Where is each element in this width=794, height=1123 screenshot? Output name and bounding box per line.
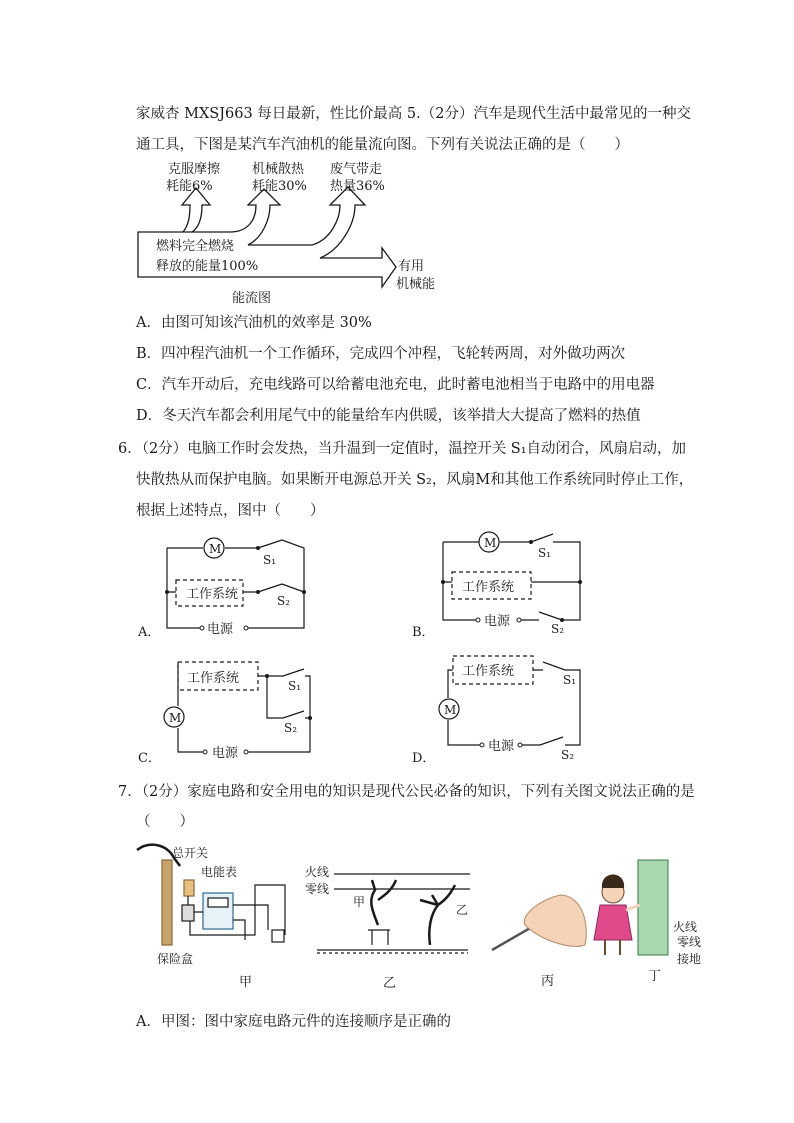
q6-stem-line1: 6．（2分）电脑工作时会发热，当升温到一定值时，温控开关 S₁自动闭合，风扇启动，加 xyxy=(118,441,687,457)
fig-yi-person-yi: 乙 xyxy=(456,903,469,917)
fig-jia-main-switch: 总开关 xyxy=(172,846,209,860)
fig-yi-person-jia: 甲 xyxy=(353,895,366,909)
q5-option-b: B．四冲程汽油机一个工作循环，完成四个冲程，飞轮转两周，对外做功两次 xyxy=(136,346,626,362)
circuit-c xyxy=(164,662,310,752)
fig-fuel-1: 燃料完全燃烧 xyxy=(156,239,235,254)
circuit-d-s2: S₂ xyxy=(561,748,575,762)
fig-caption: 能流图 xyxy=(232,291,272,306)
fig-exhaust-2: 热量36% xyxy=(330,179,385,194)
q5-option-a: A．由图可知该汽油机的效率是 30% xyxy=(136,315,372,331)
circuit-b-s1: S₁ xyxy=(538,546,552,560)
fig-jia-meter: 电能表 xyxy=(201,865,238,879)
fig-caption-ding: 丁 xyxy=(648,969,662,984)
fig-ding-live-wire: 火线 xyxy=(673,920,698,934)
circuit-c-s2: S₂ xyxy=(284,721,298,735)
fig-heat-2: 耗能30% xyxy=(252,179,307,194)
q6-stem-line2: 快散热从而保护电脑。如果断开电源总开关 S₂，风扇M和其他工作系统同时停止工作， xyxy=(136,472,694,488)
circuit-c-motor: M xyxy=(169,711,182,725)
circuit-a-power: 电源 xyxy=(207,622,234,637)
figure-jia xyxy=(137,845,285,945)
fig-useful-1: 有用 xyxy=(398,259,425,274)
circuit-b-s2: S₂ xyxy=(551,622,565,636)
fig-caption-bing: 丙 xyxy=(541,974,555,989)
circuit-d-motor: M xyxy=(444,703,457,717)
q7-stem-line1: 7．（2分）家庭电路和安全用电的知识是现代公民必备的知识，下列有关图文说法正确的是 xyxy=(118,784,695,800)
fig-yi-neutral-wire: 零线 xyxy=(305,882,330,896)
q5-stem-line2: 通工具，下图是某汽车汽油机的能量流向图。下列有关说法正确的是（ ） xyxy=(136,137,629,153)
fig-caption-yi: 乙 xyxy=(383,976,397,991)
fig-yi-live-wire: 火线 xyxy=(305,865,330,879)
circuit-a-work-system: 工作系统 xyxy=(186,587,239,602)
circuit-c-label: C． xyxy=(138,751,161,766)
fig-heat-1: 机械散热 xyxy=(252,162,305,177)
q5-option-c: C．汽车开动后，充电线路可以给蓄电池充电，此时蓄电池相当于电路中的用电器 xyxy=(136,377,655,393)
circuit-a-label: A． xyxy=(138,625,161,640)
circuit-c-power: 电源 xyxy=(212,746,239,761)
circuit-d-label: D． xyxy=(412,751,436,766)
circuit-d-work-system: 工作系统 xyxy=(462,664,515,679)
fig-ding-neutral-wire: 零线 xyxy=(677,935,702,949)
fig-exhaust-1: 废气带走 xyxy=(330,162,383,177)
circuit-a-motor: M xyxy=(209,542,222,556)
circuit-d-s1: S₁ xyxy=(563,673,577,687)
circuit-c-s1: S₁ xyxy=(288,679,302,693)
q5-option-d: D．冬天汽车都会利用尾气中的能量给车内供暖，该举措大大提高了燃料的热值 xyxy=(136,408,641,424)
figure-ding xyxy=(594,860,668,955)
friction-arrow xyxy=(182,188,210,232)
circuit-c-work-system: 工作系统 xyxy=(187,671,240,686)
figure-yi xyxy=(317,874,470,953)
circuit-b-motor: M xyxy=(484,536,497,550)
fig-useful-2: 机械能 xyxy=(396,277,436,292)
figure-bing xyxy=(492,895,586,950)
circuit-b xyxy=(443,532,580,620)
q7-stem-line2: （ ） xyxy=(136,814,194,830)
fig-ding-ground: 接地 xyxy=(677,952,702,966)
circuit-b-power: 电源 xyxy=(484,614,511,629)
circuit-d xyxy=(439,656,580,745)
energy-band-outline xyxy=(138,187,396,287)
circuit-b-work-system: 工作系统 xyxy=(462,580,515,595)
fig-friction-2: 耗能6% xyxy=(166,179,213,194)
circuit-d-power: 电源 xyxy=(488,739,515,754)
fig-caption-jia: 甲 xyxy=(239,975,253,990)
circuit-a-s2: S₂ xyxy=(277,594,291,608)
circuit-a xyxy=(167,538,304,628)
q5-stem-line1: 家威杏 MXSJ663 每日最新，性比价最高 5.（2分）汽车是现代生活中最常见的一种交 xyxy=(136,106,691,122)
circuit-a-s1: S₁ xyxy=(263,553,277,567)
fig-jia-fuse-box: 保险盒 xyxy=(157,952,194,966)
fig-fuel-2: 释放的能量100% xyxy=(156,259,259,274)
q7-option-a: A．甲图：图中家庭电路元件的连接顺序是正确的 xyxy=(136,1014,451,1030)
q6-stem-line3: 根据上述特点，图中（ ） xyxy=(136,503,325,519)
fig-friction-1: 克服摩擦 xyxy=(168,162,221,177)
circuit-b-label: B． xyxy=(412,625,435,640)
